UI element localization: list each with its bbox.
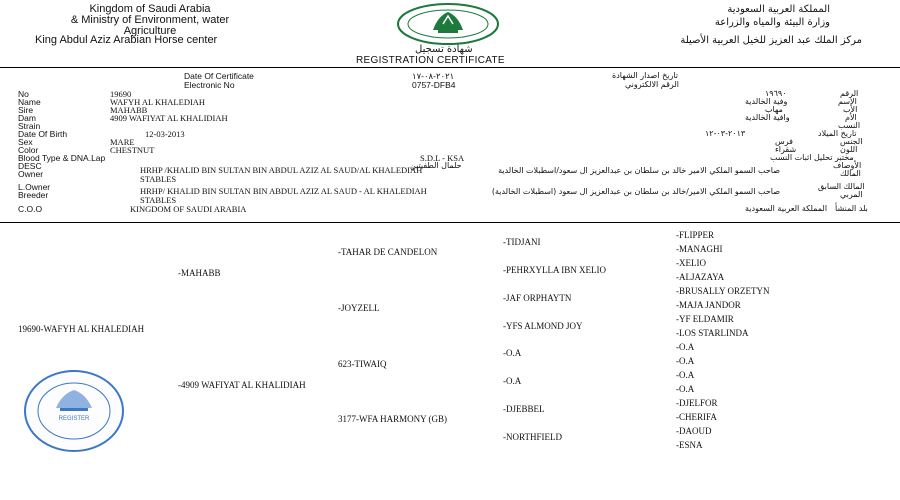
color-value-ar: شقراء: [775, 145, 797, 154]
header-en-line-2: & Ministry of Environment, water: [70, 14, 230, 26]
date-certificate-label-ar: تاريخ اصدار الشهادة: [612, 71, 678, 80]
dob-label: Date Of Birth: [18, 129, 68, 139]
pedigree-g3: -O.A: [503, 348, 522, 358]
dam-value-ar: وافية الخالدية: [745, 113, 790, 122]
pedigree-g3: -YFS ALMOND JOY: [503, 321, 583, 331]
pedigree-grandparent: -TAHAR DE CANDELON: [338, 247, 438, 257]
date-certificate-label: Date Of Certificate: [184, 71, 254, 81]
pedigree-g4: -BRUSALLY ORZETYN: [676, 286, 770, 296]
electronic-no-label-ar: الرقم الالكتروني: [625, 80, 679, 89]
pedigree-g4: -FLIPPER: [676, 230, 715, 240]
header-ar-line-2: وزارة البيئة والمياه والزراعة: [714, 17, 830, 28]
name-value: WAFYH AL KHALEDIAH: [110, 97, 206, 107]
pedigree-grandparent: 3177-WFA HARMONY (GB): [338, 414, 447, 424]
pedigree-g4: -MANAGHI: [676, 244, 723, 254]
title-divider: [0, 67, 900, 68]
strain-label-ar: النسب: [838, 121, 861, 130]
page-title: REGISTRATION CERTIFICATE: [356, 55, 505, 66]
sex-value: MARE: [110, 137, 135, 147]
lowner-label: L.Owner: [18, 182, 51, 192]
color-label-ar: اللون: [840, 145, 858, 154]
pedigree-g3: -DJEBBEL: [503, 404, 545, 414]
breeder-label: Breeder: [18, 190, 49, 200]
breeder-value-ar: صاحب السمو الملكي الامير/خالد بن سلطان بن عبدالعزيز ال سعود (اسطبلات الخالدية): [491, 187, 780, 196]
name-label-ar: الاسم: [838, 97, 857, 106]
sire-value: MAHABB: [110, 105, 148, 115]
no-label-ar: الرقم: [840, 89, 859, 98]
pedigree-g4: -MAJA JANDOR: [676, 300, 741, 310]
official-stamp-icon: [22, 368, 126, 454]
stamp-text: REGISTER: [58, 416, 90, 422]
pedigree-g3: -O.A: [503, 376, 522, 386]
electronic-no-value: 0757-DFB4: [412, 80, 456, 90]
blood-value: S.D.L - KSA: [420, 153, 465, 163]
blood-label-ar: مختبر تحليل اثبات النسب: [770, 153, 854, 162]
name-value-ar: وفية الخالدية: [745, 97, 788, 106]
no-value-ar: ١٩٦٩٠: [765, 89, 787, 98]
dam-value: 4909 WAFIYAT AL KHALIDIAH: [110, 113, 228, 123]
coo-label-ar: بلد المنشأ: [835, 204, 868, 213]
pedigree-grandparent: 623-TIWAIQ: [338, 359, 387, 369]
pedigree-parent: -4909 WAFIYAT AL KHALIDIAH: [178, 380, 306, 390]
header-en-center-name: King Abdul Aziz Arabian Horse center: [35, 34, 218, 46]
pedigree-g4: -YF ELDAMIR: [676, 314, 734, 324]
pedigree-g3: -TIDJANI: [503, 237, 541, 247]
pedigree-g4: -O.A: [676, 384, 695, 394]
pedigree-g3: -JAF ORPHAYTN: [503, 293, 572, 303]
pedigree-grandparent: -JOYZELL: [338, 303, 380, 313]
sex-label-ar: الجنس: [840, 137, 863, 146]
coo-value: KINGDOM OF SAUDI ARABIA: [130, 204, 247, 214]
no-label: No: [18, 89, 29, 99]
pedigree-horse: 19690-WAFYH AL KHALEDIAH: [18, 324, 145, 334]
breeder-value: HRHP/ KHALID BIN SULTAN BIN ABDUL AZIZ AL SAUD - AL KHALEDIAH STABLES: [140, 186, 427, 205]
dob-value-ar: ٢٠١٣-٠٣-١٢: [705, 129, 746, 138]
owner-label: Owner: [18, 169, 44, 179]
pedigree-g3: -PEHRXYLLA IBN XELIO: [503, 265, 606, 275]
coo-label: C.O.O: [18, 204, 43, 214]
no-value: 19690: [110, 89, 132, 99]
pedigree-divider: [0, 222, 900, 223]
lowner-label-ar: المالك السابق: [818, 182, 865, 191]
header-ar-line-1: المملكة العربية السعودية: [727, 4, 830, 15]
sire-label: Sire: [18, 105, 34, 115]
pedigree-g4: -O.A: [676, 342, 695, 352]
desc-label-ar: الأوصاف: [833, 161, 862, 170]
sex-value-ar: فرس: [775, 137, 794, 146]
pedigree-g4: -CHERIFA: [676, 412, 717, 422]
pedigree-g4: -DJELFOR: [676, 398, 718, 408]
blood-label: Blood Type & DNA.Lap: [18, 153, 106, 163]
pedigree-g4: -O.A: [676, 356, 695, 366]
header-ar-line-3: مركز الملك عبد العزيز للخيل العربية الأصيلة: [680, 35, 862, 46]
desc-value: حلمال الطفيتين: [410, 161, 462, 170]
pedigree-g4: -LOS STARLINDA: [676, 328, 749, 338]
dob-label-ar: تاريخ الميلاد: [818, 129, 857, 138]
sire-label-ar: الأب: [843, 105, 858, 114]
pedigree-g4: -O.A: [676, 370, 695, 380]
date-certificate-value: ٢٠٢١-٠٨-١٧: [412, 71, 455, 81]
strain-label: Strain: [18, 121, 41, 131]
owner-label-ar: المالك: [840, 169, 861, 178]
sex-label: Sex: [18, 137, 33, 147]
coo-value-ar: المملكة العربية السعودية: [745, 204, 828, 213]
name-label: Name: [18, 97, 41, 107]
breeder-label-ar: المربي: [840, 190, 863, 199]
electronic-no-label: Electronic No: [184, 80, 235, 90]
pedigree-g4: -DAOUD: [676, 426, 712, 436]
header-ar-title: شهادة تسجيل: [415, 44, 473, 55]
pedigree-parent: -MAHABB: [178, 268, 221, 278]
ministry-logo-icon: [393, 2, 503, 48]
pedigree-g4: -ALJAZAYA: [676, 272, 725, 282]
sire-value-ar: مهاب: [765, 105, 783, 114]
owner-value-ar: صاحب السمو الملكي الامير خالد بن سلطان بن عبدالعزيز ال سعود/اسطبلات الخالدية: [498, 166, 780, 175]
dam-label: Dam: [18, 113, 36, 123]
pedigree-g3: -NORTHFIELD: [503, 432, 562, 442]
header-en-line-3: Agriculture: [123, 25, 177, 37]
header-en-line-1: Kingdom of Saudi Arabia: [89, 3, 211, 15]
dam-label-ar: الأم: [845, 113, 857, 122]
pedigree-g4: -XELIO: [676, 258, 706, 268]
dob-value: 12-03-2013: [145, 129, 185, 139]
color-value: CHESTNUT: [110, 145, 155, 155]
desc-label: DESC: [18, 161, 42, 171]
color-label: Color: [18, 145, 39, 155]
header-english: [40, 4, 260, 37]
owner-value: HRHP /KHALID BIN SULTAN BIN ABDUL AZIZ AL SAUD/AL KHALEDIAH STABLES: [140, 165, 423, 184]
pedigree-g4: -ESNA: [676, 440, 703, 450]
